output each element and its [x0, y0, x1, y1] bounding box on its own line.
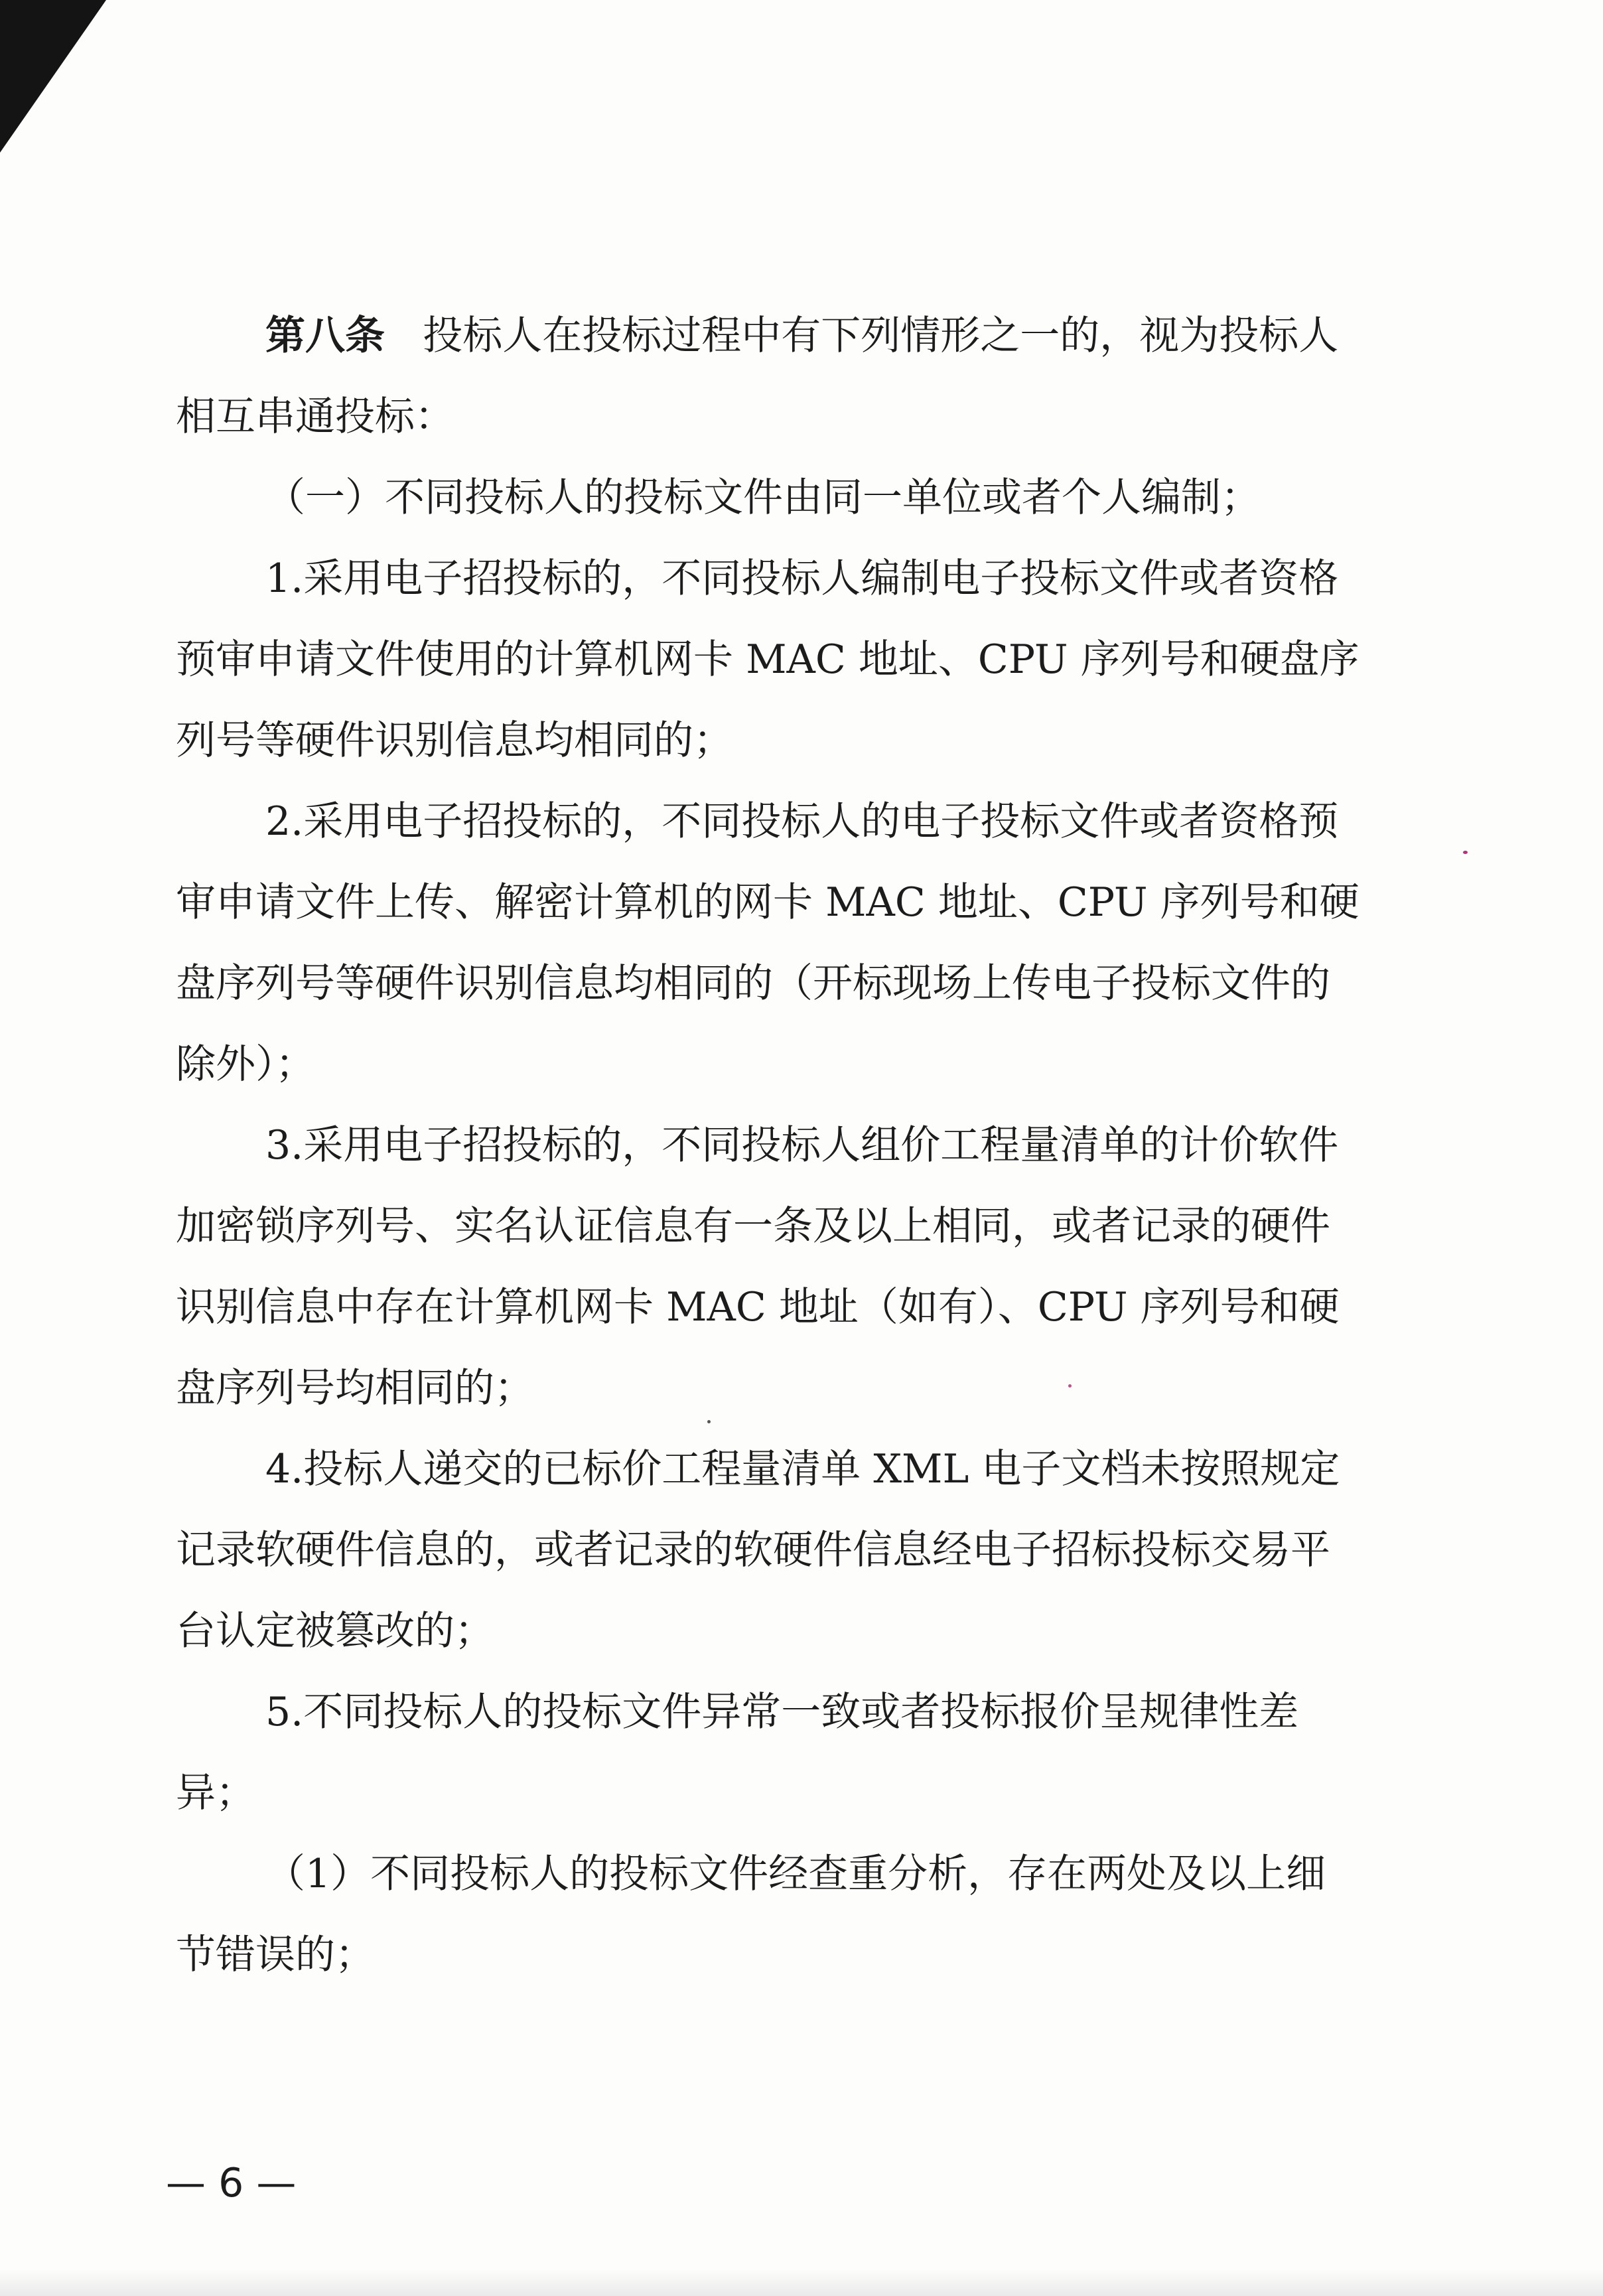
- paragraph-line: 2.采用电子招投标的，不同投标人的电子投标文件或者资格预: [265, 798, 1339, 845]
- paragraph-line: 相互串通投标：: [176, 394, 454, 440]
- ink-speck: [1463, 851, 1468, 854]
- ink-speck: [1068, 1384, 1072, 1388]
- paragraph-line: 加密锁序列号、实名认证信息有一条及以上相同，或者记录的硬件: [176, 1203, 1330, 1250]
- line-text: 投标人在投标过程中有下列情形之一的，视为投标人: [423, 313, 1339, 359]
- paragraph-line: 台认定被篡改的；: [176, 1608, 494, 1654]
- paragraph-line: 异；: [176, 1770, 255, 1816]
- paragraph-line: 除外）；: [176, 1041, 315, 1088]
- paragraph-line: 预审申请文件使用的计算机网卡 MAC 地址、CPU 序列号和硬盘序: [176, 636, 1359, 683]
- paragraph-line: 记录软硬件信息的，或者记录的软硬件信息经电子招标投标交易平: [176, 1527, 1330, 1573]
- paragraph-line: 4.投标人递交的已标价工程量清单 XML 电子文档未按照规定: [265, 1446, 1340, 1492]
- paragraph-line: 盘序列号均相同的；: [176, 1365, 534, 1411]
- page-number: — 6 —: [166, 2160, 297, 2206]
- scan-corner-shadow: [0, 0, 106, 153]
- ink-speck: [707, 1420, 711, 1423]
- paragraph-line: 3.采用电子招投标的，不同投标人组价工程量清单的计价软件: [265, 1122, 1339, 1169]
- scan-bottom-edge: [0, 2269, 1603, 2296]
- paragraph-line: 审申请文件上传、解密计算机的网卡 MAC 地址、CPU 序列号和硬: [176, 879, 1359, 926]
- paragraph-line: 识别信息中存在计算机网卡 MAC 地址（如有）、CPU 序列号和硬: [176, 1284, 1340, 1330]
- paragraph-line: 列号等硬件识别信息均相同的；: [176, 717, 733, 764]
- paragraph-line: （一）不同投标人的投标文件由同一单位或者个人编制；: [265, 474, 1261, 521]
- paragraph-line: 5.不同投标人的投标文件异常一致或者投标报价呈规律性差: [265, 1689, 1299, 1735]
- paragraph-line: 节错误的；: [176, 1932, 375, 1978]
- paragraph-line: 盘序列号等硬件识别信息均相同的（开标现场上传电子投标文件的: [176, 960, 1330, 1007]
- paragraph-line: 1.采用电子招投标的，不同投标人编制电子投标文件或者资格: [265, 555, 1339, 602]
- article-heading: 第八条: [265, 313, 385, 359]
- paragraph-line: [265, 295, 1338, 376]
- paragraph-line: （1）不同投标人的投标文件经查重分析，存在两处及以上细: [265, 1851, 1326, 1897]
